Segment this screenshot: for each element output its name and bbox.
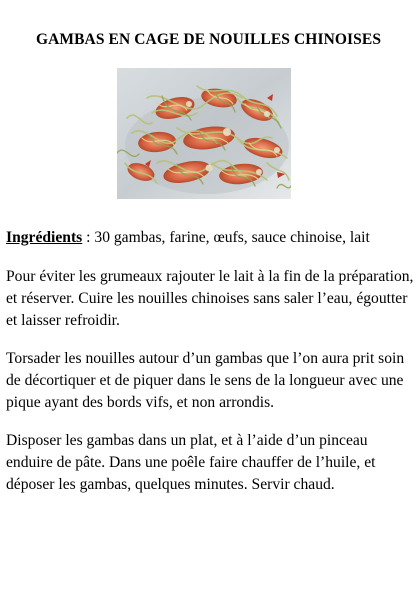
ingredients-label: Ingrédients (6, 229, 83, 246)
paragraph-preparation: Pour éviter les grumeaux rajouter le lait à la fin de la préparation, et réserver. Cuire les nouilles chinoises sans saler l’eau, égoutter et laisser refroidir. (6, 268, 414, 329)
paragraph-twisting: Torsader les nouilles autour d’un gambas que l’on aura prit soin de décortiquer et de piquer dans le sens de la longueur avec une pique ayant des bords vifs, et non arrondis. (6, 350, 405, 411)
page-title: GAMBAS EN CAGE DE NOUILLES CHINOISES (35, 31, 382, 48)
ingredients-text: 30 gambas, farine, œufs, sauce chinoise, lait (94, 229, 370, 246)
shrimp-noodle-photo (117, 68, 291, 199)
ingredients-line (6, 227, 415, 249)
ingredients-separator: : (82, 229, 95, 246)
paragraph-cooking: Disposer les gambas dans un plat, et à l’aide d’un pinceau enduire de pâte. Dans une poêle faire chauffer de l’huile, et déposer les gambas, quelques minutes. Servir chaud. (6, 432, 376, 493)
